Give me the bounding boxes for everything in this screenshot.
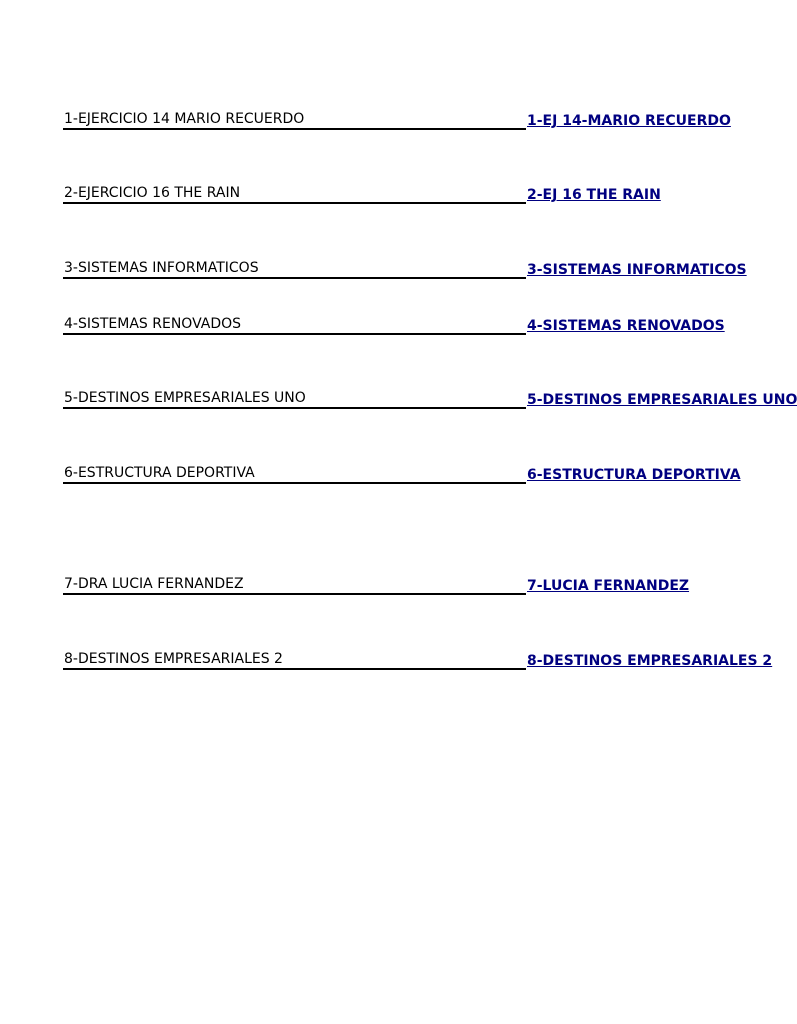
list-item — [0, 571, 768, 595]
row-hyperlink[interactable]: 6-ESTRUCTURA DEPORTIVA — [527, 467, 741, 483]
row-link-cell[interactable] — [527, 387, 797, 409]
row-label: 1-EJERCICIO 14 MARIO RECUERDO — [64, 111, 305, 127]
row-label-cell — [63, 108, 526, 130]
row-link-cell[interactable] — [527, 648, 773, 670]
row-hyperlink[interactable]: 4-SISTEMAS RENOVADOS — [527, 318, 725, 334]
row-label-cell — [63, 182, 526, 204]
row-label-cell — [63, 573, 526, 595]
row-link-cell[interactable] — [527, 462, 741, 484]
row-label-cell — [63, 387, 526, 409]
row-link-cell[interactable] — [527, 108, 731, 130]
row-label-cell — [63, 257, 526, 279]
row-hyperlink[interactable]: 7-LUCIA FERNANDEZ — [527, 578, 690, 594]
list-item — [0, 646, 773, 670]
row-hyperlink[interactable]: 1-EJ 14-MARIO RECUERDO — [527, 113, 731, 129]
row-label-cell — [63, 462, 526, 484]
row-label: 3-SISTEMAS INFORMATICOS — [64, 260, 259, 276]
row-link-cell[interactable] — [527, 313, 725, 335]
list-item — [0, 255, 768, 279]
row-link-cell[interactable] — [527, 182, 661, 204]
list-item — [0, 311, 768, 335]
row-hyperlink[interactable]: 5-DESTINOS EMPRESARIALES UNO — [527, 392, 797, 408]
row-hyperlink[interactable]: 3-SISTEMAS INFORMATICOS — [527, 262, 747, 278]
list-item — [0, 460, 768, 484]
row-hyperlink[interactable]: 8-DESTINOS EMPRESARIALES 2 — [527, 653, 773, 669]
row-label-cell — [63, 648, 526, 670]
row-link-cell[interactable] — [527, 257, 747, 279]
list-item — [0, 385, 797, 409]
list-item — [0, 106, 768, 130]
row-hyperlink[interactable]: 2-EJ 16 THE RAIN — [527, 187, 661, 203]
row-link-cell[interactable] — [527, 573, 690, 595]
row-label: 4-SISTEMAS RENOVADOS — [64, 316, 242, 332]
list-item — [0, 180, 768, 204]
row-label: 5-DESTINOS EMPRESARIALES UNO — [64, 390, 306, 406]
row-label: 7-DRA LUCIA FERNANDEZ — [64, 576, 244, 592]
row-label: 2-EJERCICIO 16 THE RAIN — [64, 185, 241, 201]
row-label: 6-ESTRUCTURA DEPORTIVA — [64, 465, 255, 481]
row-label: 8-DESTINOS EMPRESARIALES 2 — [64, 651, 283, 667]
row-label-cell — [63, 313, 526, 335]
